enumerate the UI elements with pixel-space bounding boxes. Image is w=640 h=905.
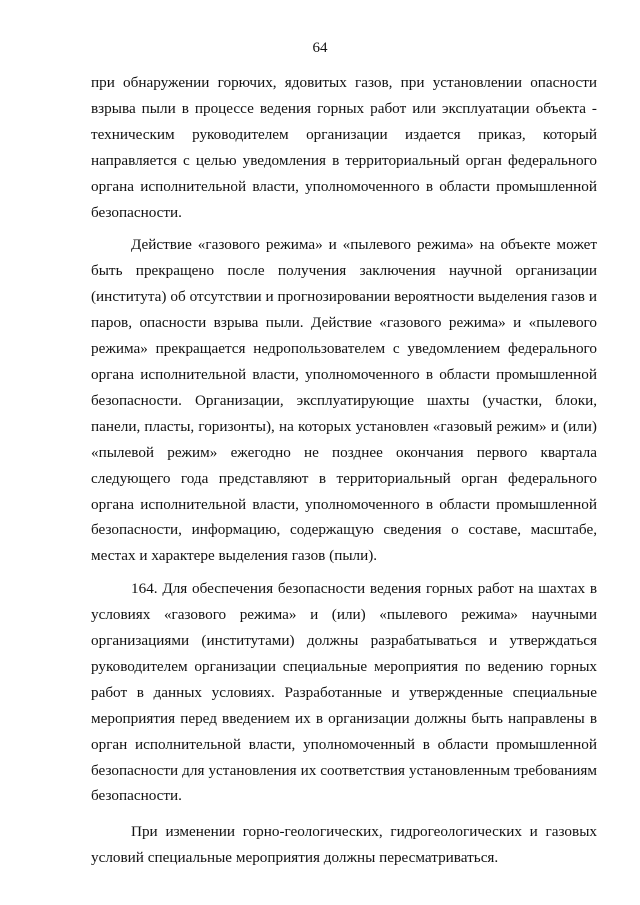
paragraph-regime-termination: Действие «газового режима» и «пылевого режима» на объекте может быть прекращено после получения заключения научной организации (института) об отсутствии и прогнозировании вероятности выделения газов и паров, опасности взрыва пыли. Действие «газового режима» и «пылевого режима» прекращается недропользователем с уведомлением федерального органа исполнительной власти, уполномоченного в области промышленной безопасности. Организации, эксплуатирующие шахты (участки, блоки, панели, пласты, горизонты), на которых установлен «газовый режим» и (или) «пылевой режим» ежегодно не позднее окончания первого квартала следующего года представляют в территориальный орган федерального органа исполнительной власти, уполномоченного в области промышленной безопасности, информацию, содержащую сведения о составе, масштабе, местах и характере выделения газов (пыли).	[91, 236, 597, 565]
paragraph-conditions-change: При изменении горно-геологических, гидрогеологических и газовых условий специальные мероприятия должны пересматриваться.	[91, 823, 597, 867]
document-body	[91, 70, 597, 871]
paragraph-164: 164. Для обеспечения безопасности ведения горных работ на шахтах в условиях «газового режима» и (или) «пылевого режима» научными организациями (институтами) должны разрабатываться и утверждаться руководителем организации специальные мероприятия по ведению горных работ в данных условиях. Разработанные и утвержденные специальные мероприятия перед введением их в организации должны быть направлены в орган исполнительной власти, уполномоченный в области промышленной безопасности для установления их соответствия установленным требованиям безопасности.	[91, 580, 597, 805]
paragraph-continuation: при обнаружении горючих, ядовитых газов, при установлении опасности взрыва пыли в процессе ведения горных работ или эксплуатации объекта - техническим руководителем организации издается приказ, который направляется с целью уведомления в территориальный орган федерального органа исполнительной власти, уполномоченного в области промышленной безопасности.	[91, 74, 597, 221]
page-number: 64	[312, 40, 328, 56]
